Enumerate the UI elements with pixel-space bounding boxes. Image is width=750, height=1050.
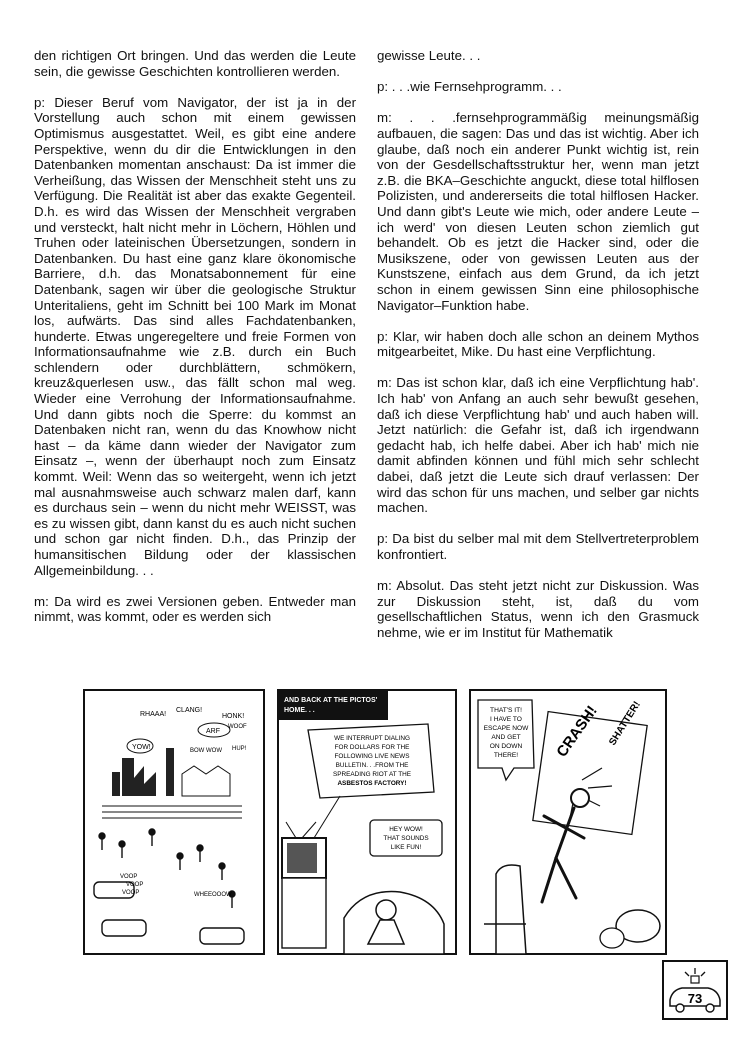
- speech-line: ON DOWN: [489, 743, 523, 750]
- paragraph: den richtigen Ort bringen. Und das werden die Leute sein, die gewisse Geschichten kontrollieren werden.: [34, 48, 356, 79]
- tv-speech-line: BULLETIN. . .FROM THE: [335, 762, 409, 769]
- sound-effect: BOW WOW: [190, 748, 222, 754]
- sound-effect: VOOP: [120, 874, 138, 880]
- sound-effect: ARF: [206, 728, 220, 735]
- page-number-badge: [662, 960, 728, 1020]
- paragraph: m: Da wird es zwei Versionen geben. Entweder man nimmt, was kommt, oder es werden sich: [34, 593, 356, 625]
- sound-effect: VOOP: [126, 882, 144, 888]
- sound-effect-shatter: SHATTER!: [607, 699, 643, 748]
- tv-speech-line: FOR DOLLARS FOR THE: [334, 744, 410, 751]
- paragraph: p: Da bist du selber mal mit dem Stellvertreterproblem konfrontiert.: [377, 531, 699, 562]
- caption-line: HOME. . .: [284, 707, 315, 714]
- sound-effect: CLANG!: [176, 707, 203, 714]
- sound-effect: WOOF: [228, 724, 247, 730]
- paragraph: p: . . .wie Fernsehprogramm. . .: [377, 79, 562, 95]
- sound-effect: WHEEOOOW: [194, 892, 232, 898]
- paragraph: p: Dieser Beruf vom Navigator, der ist ja in der Vorstellung auch schon mit einem gewissen Optimismus ausgestattet. Weil, es gibt eine andere Perspektive, wenn du dir die Entwicklungen in den Datenbanken momentan anschaust: Da ist immer die Verheißung, das Wissen der Menschheit steht uns zu Verfügung. Die Realität ist aber das exakte Gegenteil. D.h. es wird das Wissen der Menschheit vergraben und versteckt, halt nicht mehr in Löchern, Höhlen und Truhen oder lateinischen Übersetzungen, sondern in Datenbanken. Du hast eine ganz klare ökonomische Barriere, d.h. das Monatsabonnement für eine Datenbank, sagen wir über die geologische Struktur Unteritaliens, geht im Schnitt bei 100 Mark im Monat los, aufwärts. Das sind alles Fachdatenbanken, hunderte. Etwas ungeregeltere und freie Formen von Informationsaufnahme wie z.B. durch ein Buch schlendern oder durchblättern, schmökern, kreuz&querlesen usw., das fällt schon mal weg. Wieder eine Verrohung der Informationsaufnahme. Und dann gibts noch die Sperre: du kommst an Datenbaken nicht ran, wenn du das Knowhow nicht hast – da käme dann wieder der Navigator zum Einsatz –, wenn der überhaupt noch zum Einsatz kommt. Weil: Wenn das so weitergeht, wenn ich jetzt mal ausnahmsweise auch schwarz malen darf, kann es durchaus sein – wenn du nicht mehr WEISST, was es zu wissen gibt, dann kanst du es auch nicht suchen und schon gar nicht finden. D.h., das Prinzip der humansitischen Bildung oder der klassischen Allgemeinbildung. . .: [34, 94, 356, 578]
- comic-panel-3: [470, 690, 666, 954]
- comic-strip: [82, 688, 668, 956]
- comic-panel-2: [278, 690, 456, 954]
- paragraph: gewisse Leute. . .: [377, 48, 481, 63]
- paragraph: p: Klar, wir haben doch alle schon an deinem Mythos mitgearbeitet, Mike. Du hast eine Verpflichtung.: [377, 328, 699, 360]
- viewer-speech-line: HEY WOW!: [389, 826, 423, 833]
- speech-line: ESCAPE NOW: [483, 725, 529, 732]
- text-column-left: [34, 48, 356, 641]
- text-column-right: [377, 48, 699, 656]
- page-number: 73: [687, 991, 703, 1006]
- caption-line: AND BACK AT THE PICTOS': [284, 697, 378, 704]
- paragraph: m: . . .fernsehprogrammäßig meinungsmäßig aufbauen, die sagen: Das und das ist wichtig. Aber ich glaube, daß noch ein anderer Punkt wichtig ist, rein von der Gesdellschaftsstruktur her, wenn man jetzt z.B. die BKA–Geschichte anguckt, diese total hilflosen Polizisten, und andererseits die total hilflosen Hacker. Und dann gibt's Leute wie mich, oder andere Leute – ich werd' von diesen Leuten schon ziemlich gut behandelt. Ob es jetzt die Hacker sind, oder die Musikszene, oder von gewissen Leuten aus der Kunstszene, einfach aus dem Grund, da ich jetzt schon in einem gewissen Sinn eine philosophische Navigator–Funktion habe.: [377, 110, 699, 313]
- television: [282, 822, 326, 948]
- tv-speech-line: WE INTERRUPT DIALING: [334, 735, 410, 742]
- paragraph: m: Das ist schon klar, daß ich eine Verpflichtung hab'. Ich hab' von Anfang an auch sehr bewußt gesehen, daß ich diese Verpflichtung hab' und auch haben will. Jetzt natürlich: die Gefahr ist, daß ich irgendwann gedacht hab, ich helfe dabei. Aber ich hab' mich nie damit abfinden können und fühl mich sehr schlecht dabei, daß jetzt die Leute sich drauf verlassen: Der wird das schon für uns machen, und selber gar nichts machen.: [377, 375, 699, 516]
- sound-effect: HONK!: [222, 713, 245, 720]
- sound-effect: HUP!: [232, 746, 247, 752]
- sound-effect-crash: CRASH!: [553, 702, 601, 761]
- tv-speech-line: FOLLOWING LIVE NEWS: [334, 753, 410, 760]
- speech-line: AND GET: [491, 734, 521, 741]
- viewer-speech-line: LIKE FUN!: [390, 844, 422, 851]
- speech-line: THAT'S IT!: [490, 707, 522, 714]
- sound-effect: RHAAA!: [140, 711, 167, 718]
- comic-panel-1: [84, 690, 264, 954]
- viewer-speech-line: THAT SOUNDS: [383, 835, 429, 842]
- tv-speech-line: ASBESTOS FACTORY!: [337, 780, 407, 787]
- speech-line: THERE!: [493, 752, 519, 759]
- speech-line: I HAVE TO: [490, 716, 522, 723]
- paragraph: m: Absolut. Das steht jetzt nicht zur Diskussion. Was zur Diskussion steht, ist, daß du vom gesellschaftlichen Status, wenn ich den Grasmuck nehme, wie er im Institut für Mathematik: [377, 578, 699, 640]
- tv-speech-line: SPREADING RIOT AT THE: [332, 771, 412, 778]
- sound-effect: VOOP: [122, 890, 140, 896]
- sound-effect: YOW!: [132, 744, 151, 751]
